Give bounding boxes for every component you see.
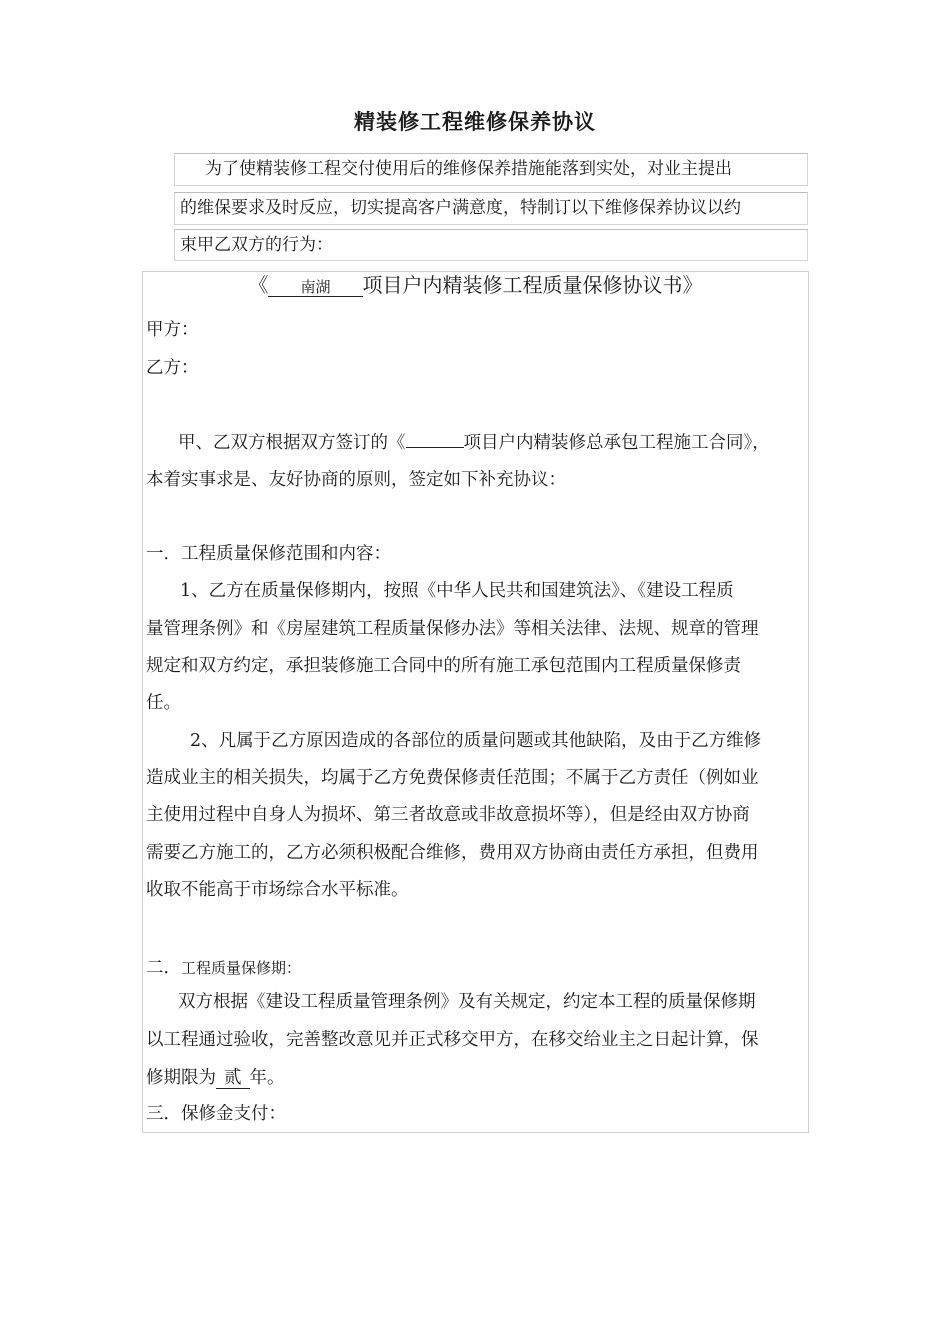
section-2-heading <box>146 956 301 980</box>
section-1-para-1-line-4: 任。 <box>146 693 181 713</box>
party-b-label: 乙方： <box>146 358 199 378</box>
section-1-para-1-line-2: 量管理条例》和《房屋建筑工程质量保修办法》等相关法律、法规、规章的管理 <box>146 619 759 639</box>
intro-line-1: 为了使精装修工程交付使用后的维修保养措施能落到实处，对业主提出 <box>174 153 808 186</box>
preamble-line-1 <box>178 429 770 455</box>
contract-project-blank <box>406 429 464 448</box>
subtitle-rest: 项目户内精装修工程质量保修协议书》 <box>362 273 703 297</box>
section-1-para-2-line-4: 需要乙方施工的，乙方必须积极配合维修，费用双方协商由责任方承担，但费用 <box>146 843 759 863</box>
section-2-title: 工程质量保修期： <box>181 959 302 977</box>
section-1-para-1-line-3: 规定和双方约定，承担装修施工合同中的所有施工承包范围内工程质量保修责 <box>146 656 741 676</box>
section-1-para-2-line-1: 2、凡属于乙方原因造成的各部位的质量问题或其他缺陷，及由于乙方维修 <box>190 731 762 751</box>
party-a-label: 甲方： <box>146 320 199 340</box>
section-2-line-2: 以工程通过验收，完善整改意见并正式移交甲方，在移交给业主之日起计算，保 <box>146 1030 759 1050</box>
preamble-part-b: 项目户内精装修总承包工程施工合同》， <box>463 433 770 453</box>
subtitle-open-bracket: 《 <box>248 273 269 297</box>
section-2-number: 二． <box>146 958 181 978</box>
preamble-part-a: 甲、乙双方根据双方签订的《 <box>178 433 406 453</box>
section-3-heading: 三．保修金支付： <box>146 1104 286 1124</box>
section-1-heading: 一．工程质量保修范围和内容： <box>146 544 391 564</box>
section-1-para-2-line-2: 造成业主的相关损失，均属于乙方免费保修责任范围；不属于乙方责任（例如业 <box>146 768 759 788</box>
intro-line-2: 的维保要求及时反应，切实提高客户满意度，特制订以下维修保养协议以约 <box>174 192 808 225</box>
section-2-line-1: 双方根据《建设工程质量管理条例》及有关规定，约定本工程的质量保修期 <box>178 992 756 1012</box>
section-2-line-3 <box>146 1066 285 1090</box>
document-title: 精装修工程维修保养协议 <box>354 110 596 134</box>
section-1-para-1-line-1: 1、乙方在质量保修期内，按照《中华人民共和国建筑法》、《建设工程质 <box>180 581 734 601</box>
warranty-years-value: 贰 <box>216 1068 250 1089</box>
warranty-period-prefix: 修期限为 <box>146 1068 216 1088</box>
intro-line-3: 束甲乙双方的行为： <box>174 229 808 261</box>
agreement-subtitle <box>142 271 809 299</box>
warranty-period-suffix: 年。 <box>249 1068 285 1088</box>
section-1-para-2-line-3: 主使用过程中自身人为损坏、第三者故意或非故意损坏等），但是经由双方协商 <box>146 805 750 825</box>
section-1-para-2-line-5: 收取不能高于市场综合水平标准。 <box>146 880 409 900</box>
preamble-line-2: 本着实事求是、友好协商的原则，签定如下补充协议： <box>146 470 566 490</box>
project-name-blank: 南湖 <box>268 278 362 297</box>
